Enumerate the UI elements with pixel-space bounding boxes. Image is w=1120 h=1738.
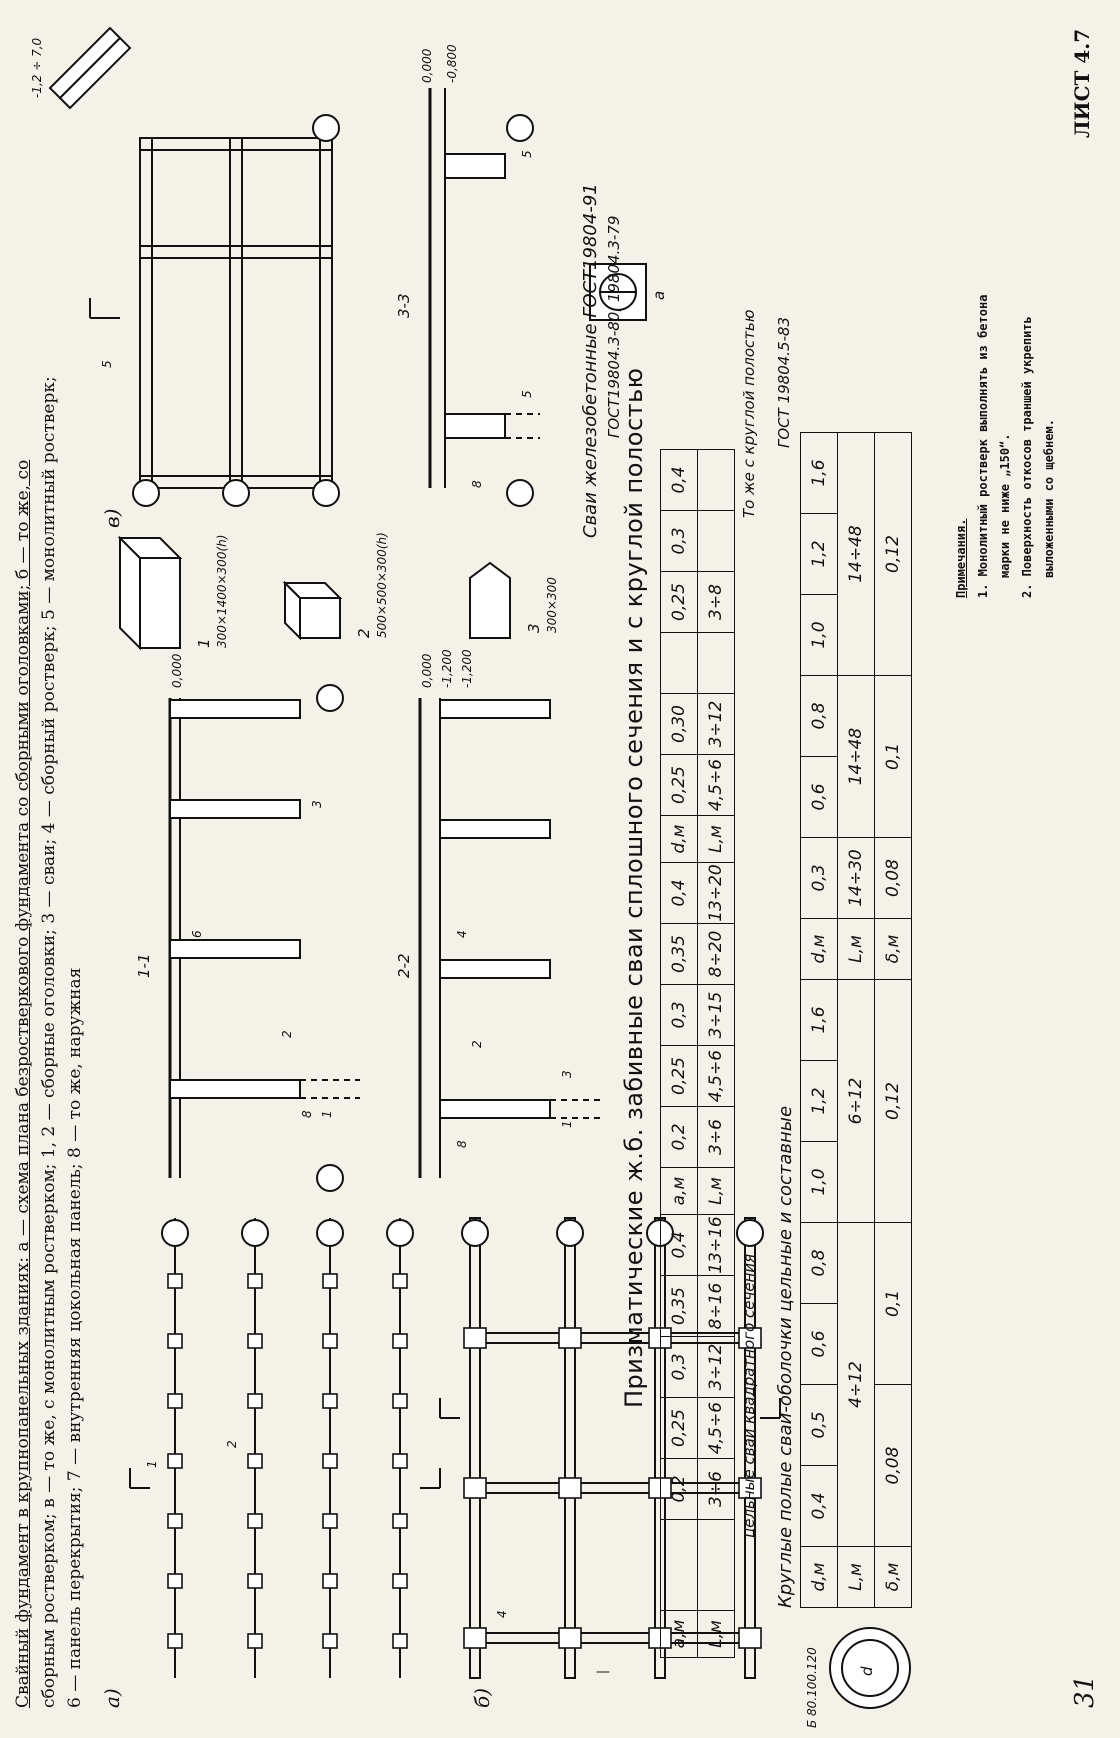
hollow-piles-title: Сваи железобетонные ГОСТ19804-91 [580, 183, 601, 538]
t1-L-19 [698, 450, 735, 511]
section-1-1-label: 1-1 [135, 953, 153, 978]
t1-a-8: 0,2 [661, 1107, 698, 1168]
t2-delta-6: 0,1 [875, 676, 912, 838]
level-0-main: 0,000 [170, 653, 184, 688]
t2-d-14: 1,6 [801, 433, 838, 514]
t2-L-3: L,м [838, 919, 875, 980]
t1-L-7: L,м [698, 1168, 735, 1215]
callout-5a: 5 [100, 360, 114, 368]
level-0-33: 0,000 [420, 48, 434, 83]
t1-a-6: 0,4 [661, 1215, 698, 1276]
t2-d-11: 0,8 [801, 676, 838, 757]
t1-L-10: 3÷15 [698, 985, 735, 1046]
cap2-dims: 500×500×300(h) [375, 532, 389, 638]
callout-5c: 5 [520, 150, 534, 158]
t2-delta-2: 0,1 [875, 1223, 912, 1385]
t1-L-3: 4,5÷6 [698, 1398, 735, 1459]
t1-L-17: 3÷8 [698, 572, 735, 633]
t2-d-1: 0,4 [801, 1466, 838, 1547]
t1-L-4: 3÷12 [698, 1337, 735, 1398]
t1-L-11: 8÷20 [698, 924, 735, 985]
callout-2c: 2 [470, 1040, 484, 1048]
t1-a-10: 0,3 [661, 985, 698, 1046]
t2-L-6: 14÷48 [838, 433, 875, 676]
note-2: 2. Поверхность откосов траншей укрепить [1020, 316, 1034, 598]
callout-8b: 8 [300, 1110, 314, 1118]
section-2-2-label: 2-2 [395, 953, 413, 978]
t2-delta-7: 0,12 [875, 433, 912, 676]
t2-L-1: 4÷12 [838, 1223, 875, 1547]
t2-d-4: 0,8 [801, 1223, 838, 1304]
round-dims: Б 80.100.120 [805, 1647, 819, 1728]
t1-L-2: 3÷6 [698, 1459, 735, 1520]
fig-label-v: в) [100, 508, 124, 528]
cap2-num: 2 [355, 628, 373, 638]
t2-d-2: 0,5 [801, 1385, 838, 1466]
label-hollow: То же с круглой полостью [740, 309, 758, 518]
level-08: -0,800 [445, 44, 459, 83]
gost-hollow: ГОСТ19804.3-80, 19804.3-79 [605, 215, 623, 438]
cap1-dims: 300×1400×300(h) [215, 534, 229, 648]
callout-1b: 1 [320, 1110, 334, 1118]
sheet-label: ЛИСТ 4.7 [1070, 28, 1094, 138]
t2-d-10: 0,6 [801, 757, 838, 838]
callout-3b: 3 [310, 800, 324, 808]
callout-2b: 2 [280, 1030, 294, 1038]
t2-delta-1: 0,08 [875, 1385, 912, 1547]
t1-a-4: 0,3 [661, 1337, 698, 1398]
t1-L-13: L,м [698, 816, 735, 863]
t2-L-label: L,м [838, 1547, 875, 1608]
note-1: 1. Монолитный ростверк выполнять из бетона [976, 294, 990, 598]
callout-8c: 8 [455, 1140, 469, 1148]
t1-a-19: 0,4 [661, 450, 698, 511]
t1-L-blank [698, 1520, 735, 1611]
header-line-3: 6 — панель перекрытия; 7 — внутренняя цокольная панель; 8 — то же, наружная [65, 967, 85, 1708]
cap1-num: 1 [195, 638, 213, 648]
page-number: 31 [1070, 1674, 1100, 1708]
section-3-3-label: 3-3 [395, 293, 413, 318]
t2-delta-4: δ,м [875, 919, 912, 980]
t1-L-18 [698, 511, 735, 572]
label-round: Круглые полые сваи-оболочки цельные и составные [775, 1105, 796, 1608]
callout-2a: 2 [225, 1440, 239, 1448]
t1-a-13: d,м [661, 816, 698, 863]
level-12b: -1,200 [460, 649, 474, 688]
table-title: Призматические ж.б. забивные сваи сплошного сечения и с круглой полостью [620, 367, 648, 1408]
t1-a-9: 0,25 [661, 1046, 698, 1107]
callout-1a: 1 [145, 1460, 159, 1468]
t2-d-13: 1,2 [801, 514, 838, 595]
callout-3c: 3 [560, 1070, 574, 1078]
t1-L-12: 13÷20 [698, 863, 735, 924]
level-top: -1,2 ÷ 7,0 [30, 37, 44, 98]
t1-a-15: 0,30 [661, 694, 698, 755]
t1-a-7: а,м [661, 1168, 698, 1215]
t2-L-5: 14÷48 [838, 676, 875, 838]
notes [950, 295, 1060, 598]
note-2b: выложенными со щебнем. [1042, 419, 1056, 578]
t1-a-18: 0,3 [661, 511, 698, 572]
t1-L-16 [698, 633, 735, 694]
svg-text:—: — [596, 1664, 610, 1680]
t1-L-8: 3÷6 [698, 1107, 735, 1168]
t2-d-7: 1,6 [801, 980, 838, 1061]
callout-5b: 5 [520, 390, 534, 398]
t1-a-14: 0,25 [661, 755, 698, 816]
pile3-num: 3 [525, 623, 543, 633]
callout-4a: 4 [495, 1610, 509, 1618]
t1-L-5: 8÷16 [698, 1276, 735, 1337]
t2-delta-5: 0,08 [875, 838, 912, 919]
t1-a-blank [661, 1520, 698, 1611]
label-solid: цельные сваи квадратного сечения [740, 1253, 758, 1538]
t2-d-12: 1,0 [801, 595, 838, 676]
plan-v [90, 115, 339, 506]
t2-L-4: 14÷30 [838, 838, 875, 919]
t1-L-6: 13÷16 [698, 1215, 735, 1276]
t1-L-9: 4,5÷6 [698, 1046, 735, 1107]
t1-a-12: 0,4 [661, 863, 698, 924]
gost-round: ГОСТ 19804.5-83 [775, 316, 793, 448]
callout-8d: 8 [470, 480, 484, 488]
t1-a-5: 0,35 [661, 1276, 698, 1337]
t1-a-label: а,м [661, 1611, 698, 1658]
t1-L-14: 4,5÷6 [698, 755, 735, 816]
callout-1c: 1 [560, 1120, 574, 1128]
fig-label-a: а) [100, 1688, 124, 1708]
t1-a-17: 0,25 [661, 572, 698, 633]
header-line-1: Свайный фундамент в крупнопанельных зданиях: а — схема плана безростверкового фундамента со сборными оголовками; б — то же, со [13, 459, 33, 1708]
round-pile-d: d [858, 1666, 876, 1676]
notes-head: Примечания. [954, 518, 968, 598]
t2-d-3: 0,6 [801, 1304, 838, 1385]
t1-a-3: 0,25 [661, 1398, 698, 1459]
fig-label-b: б) [470, 1687, 494, 1708]
level-0-22: 0,000 [420, 653, 434, 688]
t2-d-label: d,м [801, 1547, 838, 1608]
t1-a-2: 0,2 [661, 1459, 698, 1520]
pile-table-2 [800, 432, 912, 1608]
level-12: -1,200 [440, 649, 454, 688]
t2-d-6: 1,2 [801, 1061, 838, 1142]
t1-a-16 [661, 633, 698, 694]
t2-d-9: 0,3 [801, 838, 838, 919]
t2-delta-3: 0,12 [875, 980, 912, 1223]
hollow-box-a: а [650, 290, 668, 300]
t1-L-label: L,м [698, 1611, 735, 1658]
note-1b: марки не ниже „150“. [998, 433, 1012, 578]
cap-isometrics [120, 538, 510, 648]
callout-6b: 6 [190, 930, 204, 938]
t2-L-2: 6÷12 [838, 980, 875, 1223]
pile-table-1 [660, 449, 735, 1658]
t2-delta-label: δ,м [875, 1547, 912, 1608]
callout-4c: 4 [455, 930, 469, 938]
t1-a-11: 0,35 [661, 924, 698, 985]
section-2-2 [420, 698, 600, 1178]
header-line-2: сборным ростверком; в — то же, с монолитным ростверком; 1, 2 — сборные оголовки; 3 — сваи; 4 — сборный ростверк; 5 — монолитный ростверк; [39, 376, 59, 1708]
plan-a [130, 1218, 440, 1678]
t2-d-8: d,м [801, 919, 838, 980]
pile-sketch [50, 28, 130, 108]
t1-L-15: 3÷12 [698, 694, 735, 755]
pile3-dims: 300×300 [545, 577, 559, 633]
t2-d-5: 1,0 [801, 1142, 838, 1223]
